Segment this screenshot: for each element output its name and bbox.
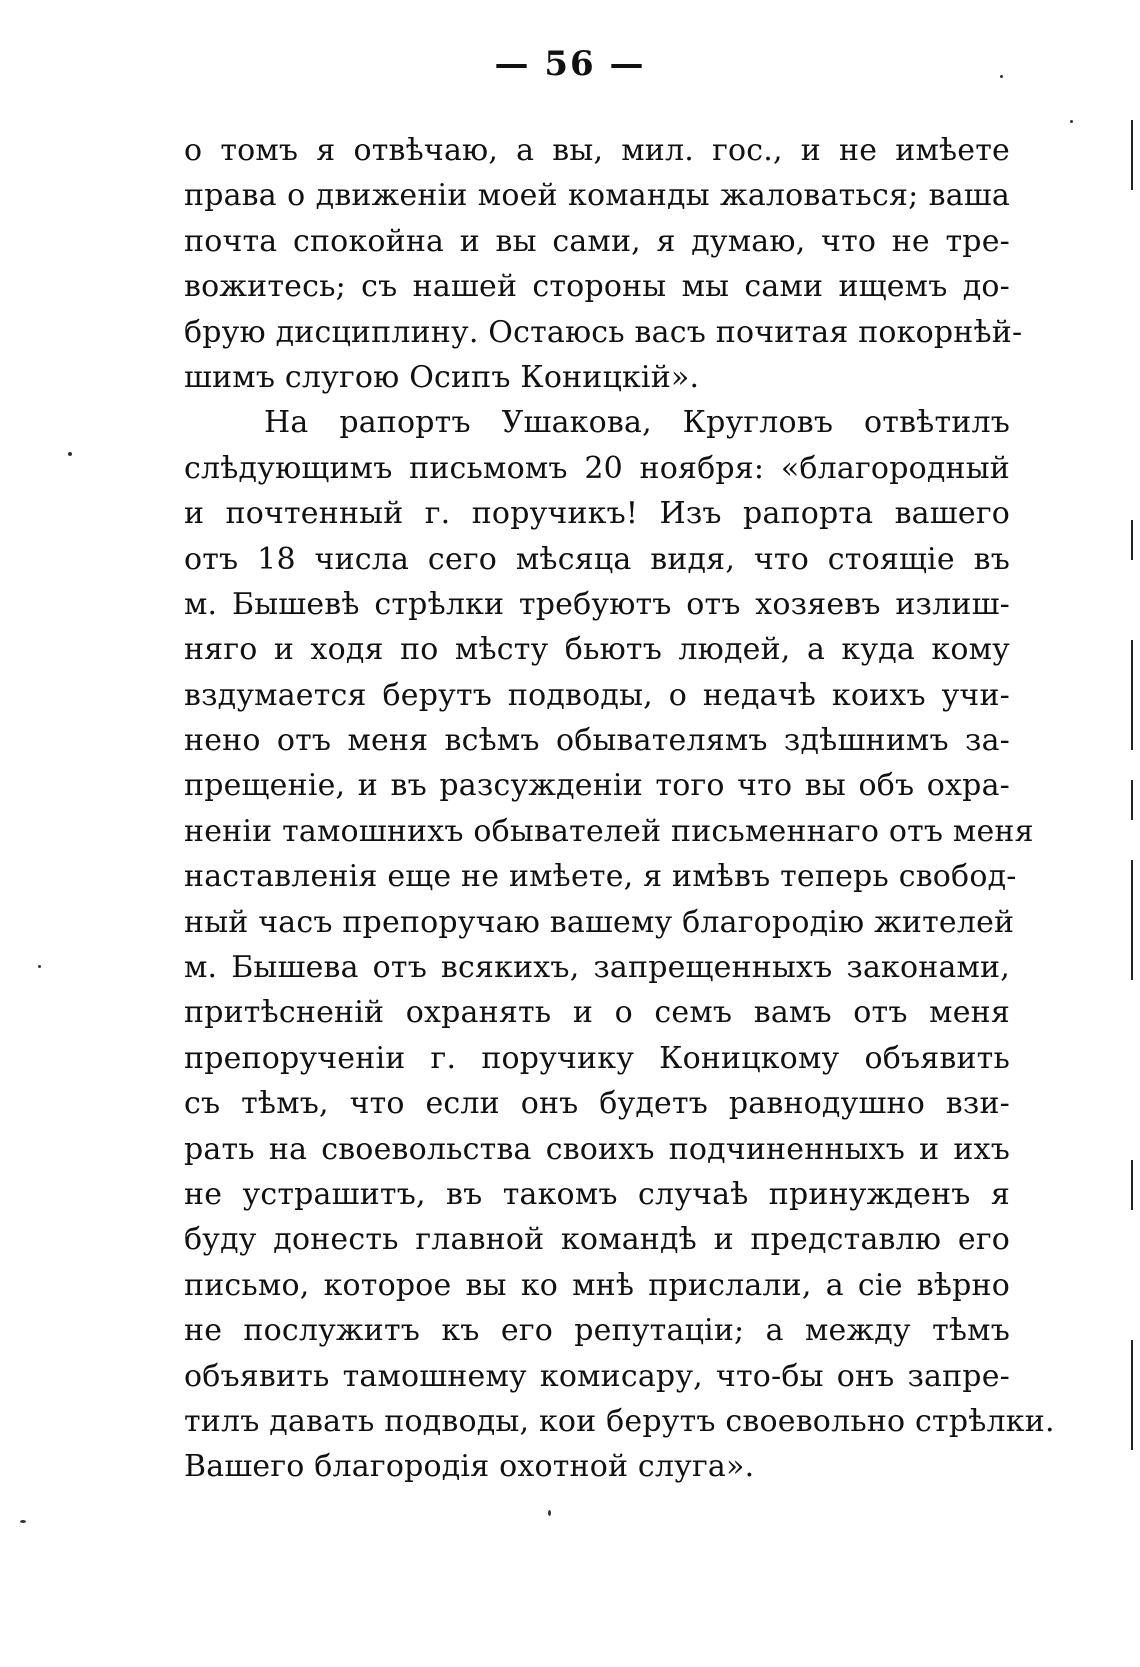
text-line: препорученіи г. поручику Коницкому объявить (184, 1040, 1010, 1076)
text-line: прещеніе, и въ разсужденіи того что вы объ охра- (184, 768, 1010, 804)
text-line: тилъ давать подводы, кои берутъ своевольно стрѣлки. (184, 1403, 1055, 1439)
body-text (184, 128, 1055, 1490)
text-line: наставленія еще не имѣете, я имѣвъ теперь свобод- (184, 859, 1017, 895)
text-line: нено отъ меня всѣмъ обывателямъ здѣшнимъ за- (184, 723, 1010, 759)
text-line: брую дисциплину. Остаюсь васъ почитая покорнѣй- (184, 314, 1023, 350)
text-line: Вашего благородія охотной слуга». (184, 1449, 755, 1485)
text-line: рать на своевольства своихъ подчиненныхъ и ихъ (184, 1131, 1010, 1167)
text-line: м. Бышевѣ стрѣлки требуютъ отъ хозяевъ излиш- (184, 586, 1010, 622)
scan-edge-mark (1131, 640, 1133, 750)
scan-edge-mark (1131, 1340, 1133, 1450)
page-number: — 56 — (494, 44, 646, 84)
scan-edge-mark (1131, 1160, 1133, 1210)
text-line: вожитесь; съ нашей стороны мы сами ищемъ до- (184, 269, 1010, 305)
text-line: права о движеніи моей команды жаловаться; ваша (184, 178, 1010, 214)
text-line: письмо, которое вы ко мнѣ прислали, а сіе вѣрно (184, 1267, 1010, 1303)
scan-speck (1070, 120, 1073, 123)
scan-edge-mark (1131, 860, 1133, 980)
text-line: почта спокойна и вы сами, я думаю, что не тре- (184, 223, 1010, 259)
paragraph-first-line: На рапортъ Ушакова, Кругловъ отвѣтилъ (264, 405, 1010, 441)
scan-edge-mark (1131, 780, 1133, 820)
text-line: вздумается берутъ подводы, о недачѣ коихъ учи- (184, 677, 1010, 713)
text-line: не послужитъ къ его репутаціи; а между тѣмъ (184, 1313, 1010, 1349)
text-line: о томъ я отвѣчаю, а вы, мил. гос., и не имѣете (184, 133, 1010, 168)
scan-edge-mark (1131, 520, 1133, 560)
text-line: шимъ слугою Осипъ Коницкій». (184, 359, 700, 395)
scan-edge-mark (1131, 120, 1133, 190)
scan-speck (20, 1520, 26, 1523)
text-line: отъ 18 числа сего мѣсяца видя, что стоящіе въ (184, 541, 1010, 577)
text-line: неніи тамошнихъ обывателей письменнаго отъ меня (184, 813, 1034, 849)
text-line: ный часъ препоручаю вашему благородію жителей (184, 904, 1015, 940)
text-line: буду донесть главной командѣ и представлю его (184, 1222, 1010, 1258)
text-line: не устрашитъ, въ такомъ случаѣ принужденъ я (184, 1176, 1010, 1212)
text-line: объявить тамошнему комисару, что-бы онъ запре- (184, 1358, 1010, 1394)
text-line: няго и ходя по мѣсту бьютъ людей, а куда кому (184, 632, 1010, 668)
text-line: слѣдующимъ письмомъ 20 ноября: «благородный (184, 450, 1010, 486)
text-line: съ тѣмъ, что если онъ будетъ равнодушно взи- (184, 1086, 1010, 1122)
scan-speck (1000, 75, 1003, 78)
text-line: притѣсненій охранять и о семъ вамъ отъ меня (184, 995, 1010, 1031)
scan-speck (548, 1510, 551, 1516)
text-line: и почтенный г. поручикъ! Изъ рапорта вашего (184, 496, 1010, 532)
text-line: м. Бышева отъ всякихъ, запрещенныхъ законами, (184, 950, 1010, 986)
scan-speck (38, 965, 41, 968)
scan-speck (68, 452, 72, 456)
